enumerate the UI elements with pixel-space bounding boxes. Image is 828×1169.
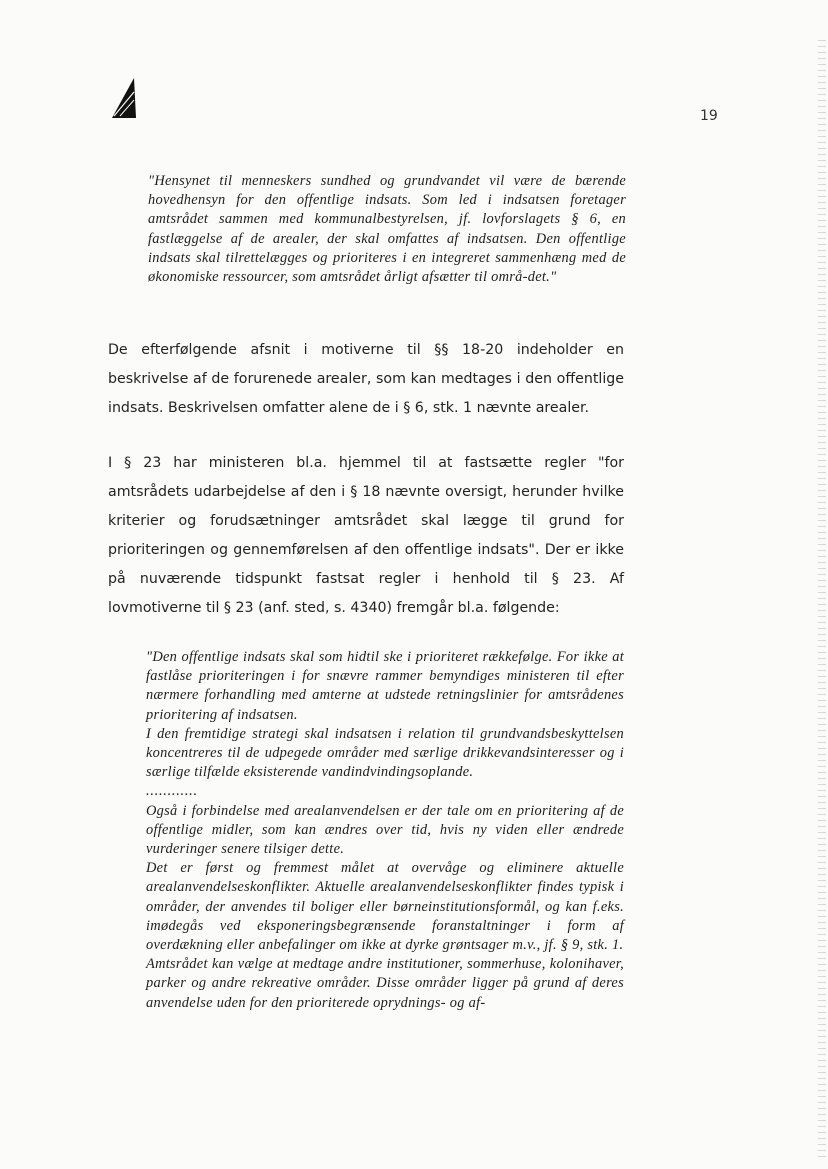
quote-text: "Hensynet til menneskers sundhed og grundvandet vil være de bærende hovedhensyn for den offentlige indsats. Som led i indsatsen foretager amtsrådet sammen med kommunalbestyrelsen, jf. lovforslagets § 6, en fastlæggelse af de arealer, der skal omfattes af indsatsen. Den offentlige indsats skal tilrettelægges og prioriteres i en integreret sammenhæng med de økonomiske ressourcer, som amtsrådet årligt afsætter til områ-det." bbox=[148, 173, 626, 286]
page-number: 19 bbox=[700, 108, 718, 124]
quote-paragraph: Amtsrådet kan vælge at medtage andre institutioner, sommerhuse, kolonihaver, parker og andre rekreative områder. Disse områder ligger på grund af deres anvendelse uden for den prioriterede oprydnings- og af- bbox=[146, 956, 624, 1011]
block-quote-section-23-motives bbox=[146, 648, 624, 1013]
triangle-sail-logo-icon bbox=[112, 78, 138, 118]
quote-paragraph: "Den offentlige indsats skal som hidtil ske i prioriteret rækkefølge. For ikke at fastlåse prioriteringen i for snævre rammer bemyndiges ministeren til efter nærmere forhandling med amterne at udstede retningslinier for amtsrådenes prioritering af indsatsen. bbox=[146, 649, 624, 723]
ellipsis-separator: ............ bbox=[146, 783, 198, 800]
quote-paragraph: I den fremtidige strategi skal indsatsen i relation til grundvandsbeskyttelsen koncentreres til de udpegede områder med særlige drikkevandsinteresser og i særlige tilfælde eksisterende vandindvindingsoplande. bbox=[146, 725, 624, 781]
quote-paragraph: Også i forbindelse med arealanvendelsen er der tale om en prioritering af de offentlige midler, som kan ændres over tid, hvis ny viden eller ændrede vurderinger senere tilsiger dette. bbox=[146, 802, 624, 858]
body-paragraph: De efterfølgende afsnit i motiverne til §§ 18-20 indeholder en beskrivelse af de forurenede arealer, som kan medtages i den offentlige indsats. Beskrivelsen omfatter alene de i § 6, stk. 1 nævnte arealer. bbox=[108, 342, 624, 416]
binding-edge-marks bbox=[818, 40, 826, 1160]
body-paragraph: I § 23 har ministeren bl.a. hjemmel til at fastsætte regler "for amtsrådets udarbejdelse af den i § 18 nævnte oversigt, herunder hvilke kriterier og forudsætninger amtsrådet skal lægge til grund for prioriteringen og gennemførelsen af den offentlige indsats". Der er ikke på nuværende tidspunkt fastsat regler i henhold til § 23. Af lovmotiverne til § 23 (anf. sted, s. 4340) fremgår bl.a. følgende: bbox=[108, 455, 624, 616]
block-quote-law-motives bbox=[148, 172, 626, 287]
quote-paragraph: Det er først og fremmest målet at overvåge og eliminere aktuelle arealanvendelseskonflikter. Aktuelle arealanvendelseskonflikter findes typisk i områder, der anvendes til boliger eller børneinstitutionsformål, og kan f.eks. imødegås ved eksponeringsbegrænsende foranstaltninger i form af overdækning eller anbefalinger om ikke at dyrke grøntsager m.v., jf. § 9, stk. 1. bbox=[146, 860, 624, 954]
